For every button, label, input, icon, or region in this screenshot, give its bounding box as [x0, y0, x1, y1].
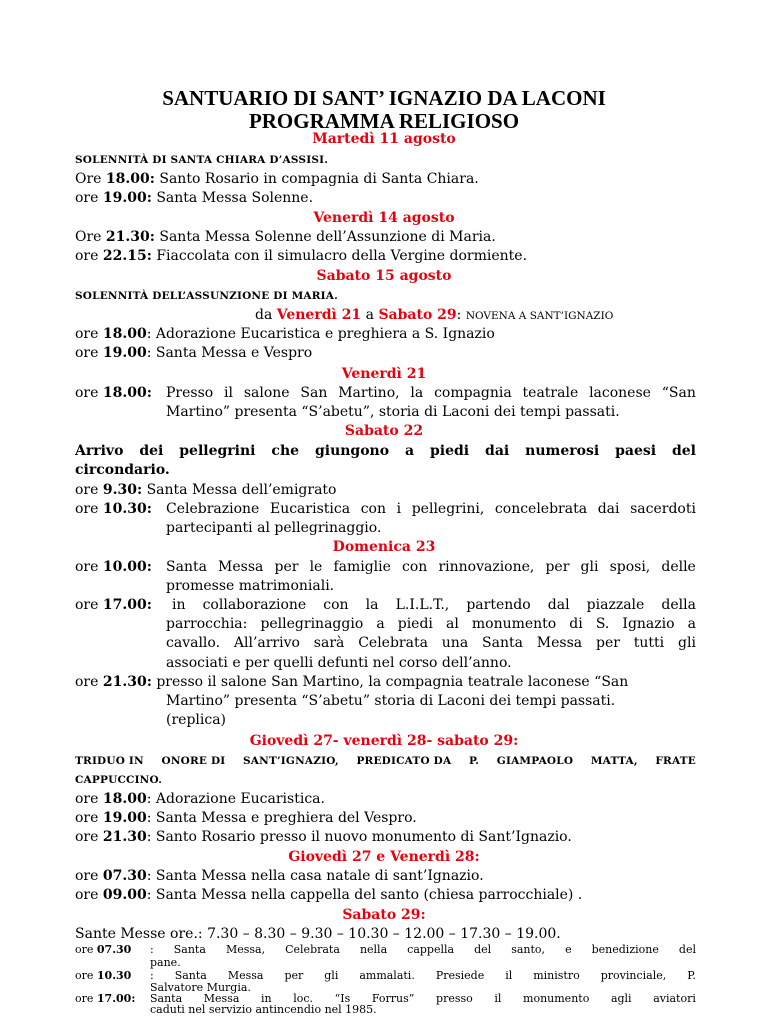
schedule-line: ore 21.30: Santo Rosario presso il nuovo monumento di Sant’Ignazio. — [75, 829, 572, 845]
page-subtitle: PROGRAMMA RELIGIOSO — [248, 109, 520, 133]
word: monumento — [523, 992, 590, 1006]
word: in — [261, 992, 272, 1006]
schedule-line: ore 07.30: Santa Messa nella casa natale di sant’Ignazio. — [75, 868, 484, 884]
word: con — [323, 597, 349, 613]
word: per — [545, 559, 570, 575]
word: L.I.L.T., — [395, 597, 450, 613]
word: compagnia — [434, 385, 512, 401]
heading-sabato-15: Sabato 15 agosto — [316, 268, 452, 284]
word: Presiede — [435, 968, 485, 982]
word: delle — [661, 559, 696, 575]
word: pellegrinaggio — [260, 616, 364, 632]
continuation-line: associati e per quelli defunti nel corso dell’anno. — [166, 655, 512, 671]
word: gli — [324, 968, 339, 982]
heading-martedi-11: Martedì 11 agosto — [312, 131, 456, 147]
word: loc. — [293, 992, 314, 1006]
word: a — [405, 443, 415, 459]
word: a — [687, 616, 696, 632]
word: giungono — [314, 443, 390, 459]
continuation-line: partecipanti al pellegrinaggio. — [166, 520, 382, 536]
triduo-description — [75, 751, 696, 771]
word: e — [565, 943, 572, 956]
word: a — [376, 616, 385, 632]
continuation-line: Salvatore Murgia. — [150, 981, 251, 995]
word: TRIDUO IN — [75, 755, 144, 767]
justified-line — [150, 969, 696, 982]
word: il — [505, 968, 513, 982]
word: : — [150, 943, 154, 956]
word: cappella — [407, 943, 455, 956]
justified-line — [166, 383, 696, 403]
word: SANT’IGNAZIO, — [243, 755, 339, 767]
heading-triduo: Giovedì 27- venerdì 28- sabato 29: — [249, 733, 519, 749]
solennita-assunzione: SOLENNITÀ DELL’ASSUNZIONE DI MARIA. — [75, 290, 338, 302]
word: teatrale — [522, 385, 579, 401]
word: Celebrazione — [166, 501, 260, 517]
word: dei — [139, 443, 164, 459]
schedule-line: ore 19.00: Santa Messa Solenne. — [75, 190, 314, 206]
justified-line — [166, 633, 696, 653]
word: PREDICATO DA — [356, 755, 452, 767]
word: agli — [610, 992, 632, 1006]
heading-venerdi-14: Venerdì 14 agosto — [313, 210, 455, 226]
word: cavallo. — [166, 635, 221, 651]
word: pellegrini — [179, 443, 256, 459]
word: Celebrata — [285, 943, 340, 956]
heading-domenica-23: Domenica 23 — [332, 539, 436, 555]
word: “San — [661, 385, 696, 401]
word: per — [595, 635, 620, 651]
word: Santa — [482, 635, 523, 651]
word: “Is — [334, 992, 351, 1006]
solennita-santa-chiara: SOLENNITÀ DI SANTA CHIARA D’ASSISI. — [75, 154, 329, 166]
word: santo, — [511, 943, 546, 956]
word: dai — [485, 443, 510, 459]
heading-sabato-22: Sabato 22 — [344, 423, 424, 439]
word: Messa — [218, 559, 264, 575]
word: del — [678, 943, 696, 956]
schedule-line: ore 09.00: Santa Messa nella cappella del santo (chiesa parrocchiale) . — [75, 887, 583, 903]
word: per — [274, 559, 299, 575]
word: ministro — [533, 968, 580, 982]
word: MATTA, — [590, 755, 638, 767]
schedule-label: ore 07.30 — [75, 943, 132, 956]
word: sposi, — [609, 559, 651, 575]
word: concelebrata — [494, 501, 588, 517]
schedule-line: ore 22.15: Fiaccolata con il simulacro della Vergine dormiente. — [75, 248, 528, 264]
schedule-label: ore 18.00: — [75, 385, 152, 401]
schedule-line: ore 19.00: Santa Messa e preghiera del Vespro. — [75, 810, 417, 826]
word: Messa — [203, 992, 240, 1006]
word: Messa — [536, 635, 583, 651]
word: Arrivo — [75, 443, 124, 459]
word: il — [494, 992, 502, 1006]
word: laconese — [589, 385, 651, 401]
word: FRATE — [655, 755, 696, 767]
word: per — [284, 968, 304, 982]
word: gli — [678, 635, 696, 651]
word: dal — [547, 597, 570, 613]
schedule-line: ore 18.00: Adorazione Eucaristica e preghiera a S. Ignazio — [75, 326, 495, 342]
word: i — [396, 501, 402, 517]
word: nella — [359, 943, 388, 956]
continuation-line: CAPPUCCINO. — [75, 774, 163, 786]
continuation-line: pane. — [150, 955, 181, 969]
schedule-label: ore 17.00: — [75, 992, 136, 1006]
word: Santa — [174, 968, 207, 982]
word: con — [360, 501, 386, 517]
word: di — [569, 616, 583, 632]
novena-line: da Venerdì 21 a Sabato 29: NOVENA A SANT’IGNAZIO — [255, 307, 614, 323]
word: All’arrivo — [233, 635, 300, 651]
continuation-line: promesse matrimoniali. — [166, 578, 335, 594]
word: gli — [580, 559, 599, 575]
word: P. — [687, 968, 696, 982]
justified-line — [172, 595, 696, 615]
word: : — [150, 968, 154, 982]
word: aviatori — [653, 992, 696, 1006]
justified-line — [166, 499, 696, 519]
word: Messa, — [225, 943, 266, 956]
word: famiglie — [333, 559, 391, 575]
word: Ignazio — [622, 616, 675, 632]
word: Celebrata — [358, 635, 428, 651]
word: con — [402, 559, 428, 575]
word: al — [445, 616, 459, 632]
schedule-line: ore 18.00: Adorazione Eucaristica. — [75, 791, 325, 807]
word: sarà — [313, 635, 345, 651]
word: numerosi — [525, 443, 600, 459]
word: parrocchia: — [166, 616, 248, 632]
schedule-line: Ore 21.30: Santa Messa Solenne dell’Assunzione di Maria. — [75, 229, 496, 245]
word: pellegrini, — [411, 501, 485, 517]
sante-messe-line: Sante Messe ore.: 7.30 – 8.30 – 9.30 – 10.30 – 12.00 – 17.30 – 19.00. — [75, 926, 561, 942]
word: il — [224, 385, 233, 401]
word: dai — [597, 501, 620, 517]
schedule-line: Ore 18.00: Santo Rosario in compagnia di Santa Chiara. — [75, 171, 479, 187]
schedule-label: ore 10.30: — [75, 501, 152, 517]
arrivo-line — [75, 441, 696, 461]
word: Santa — [150, 992, 183, 1006]
word: una — [441, 635, 469, 651]
word: tutti — [633, 635, 665, 651]
word: San — [300, 385, 328, 401]
word: le — [309, 559, 323, 575]
word: paesi — [615, 443, 657, 459]
word: del — [671, 443, 696, 459]
heading-giovedi-27: Giovedì 27 e Venerdì 28: — [288, 849, 480, 865]
justified-line — [166, 557, 696, 577]
word: Santa — [173, 943, 206, 956]
word: Martino, — [338, 385, 400, 401]
heading-venerdi-21: Venerdì 21 — [341, 366, 427, 382]
word: presso — [436, 992, 473, 1006]
word: del — [474, 943, 492, 956]
continuation-line: caduti nel servizio antincendio nel 1985. — [150, 1003, 377, 1016]
word: collaborazione — [202, 597, 307, 613]
page-title: SANTUARIO DI SANT’ IGNAZIO DA LACONI — [162, 86, 606, 110]
word: piedi — [430, 443, 470, 459]
continuation-line: Martino” presenta “S’abetu”, storia di Laconi dei tempi passati. — [166, 404, 620, 420]
word: monumento — [471, 616, 557, 632]
justified-line — [150, 943, 696, 956]
schedule-line: ore 21.30: presso il salone San Martino, la compagnia teatrale laconese “San — [75, 674, 629, 690]
word: della — [661, 597, 696, 613]
word: Messa — [227, 968, 264, 982]
word: Presso — [166, 385, 214, 401]
word: la — [365, 597, 379, 613]
word: piedi — [397, 616, 433, 632]
continuation-line: (replica) — [166, 712, 227, 728]
word: rinnovazione, — [438, 559, 535, 575]
schedule-label: ore 17.00: — [75, 597, 152, 613]
word: che — [271, 443, 300, 459]
word: provinciale, — [600, 968, 667, 982]
word: sacerdoti — [630, 501, 696, 517]
word: piazzale — [586, 597, 645, 613]
word: Eucaristica — [269, 501, 351, 517]
word: GIAMPAOLO — [496, 755, 574, 767]
word: salone — [243, 385, 290, 401]
schedule-label: ore 10.00: — [75, 559, 152, 575]
justified-line — [166, 614, 696, 634]
word: ONORE DI — [161, 755, 226, 767]
word: partendo — [466, 597, 531, 613]
word: benedizione — [591, 943, 659, 956]
schedule-line: ore 19.00: Santa Messa e Vespro — [75, 345, 313, 361]
word: S. — [595, 616, 610, 632]
word: in — [172, 597, 186, 613]
continuation-line: circondario. — [75, 462, 170, 478]
word: ammalati. — [359, 968, 415, 982]
schedule-label: ore 10.30 — [75, 968, 132, 982]
word: la — [410, 385, 424, 401]
word: P. — [468, 755, 480, 767]
continuation-line: Martino” presenta “S’abetu” storia di Laconi dei tempi passati. — [166, 693, 616, 709]
word: Santa — [166, 559, 207, 575]
schedule-line: ore 9.30: Santa Messa dell’emigrato — [75, 482, 337, 498]
word: Forrus” — [371, 992, 415, 1006]
heading-sabato-29: Sabato 29: — [342, 907, 426, 923]
